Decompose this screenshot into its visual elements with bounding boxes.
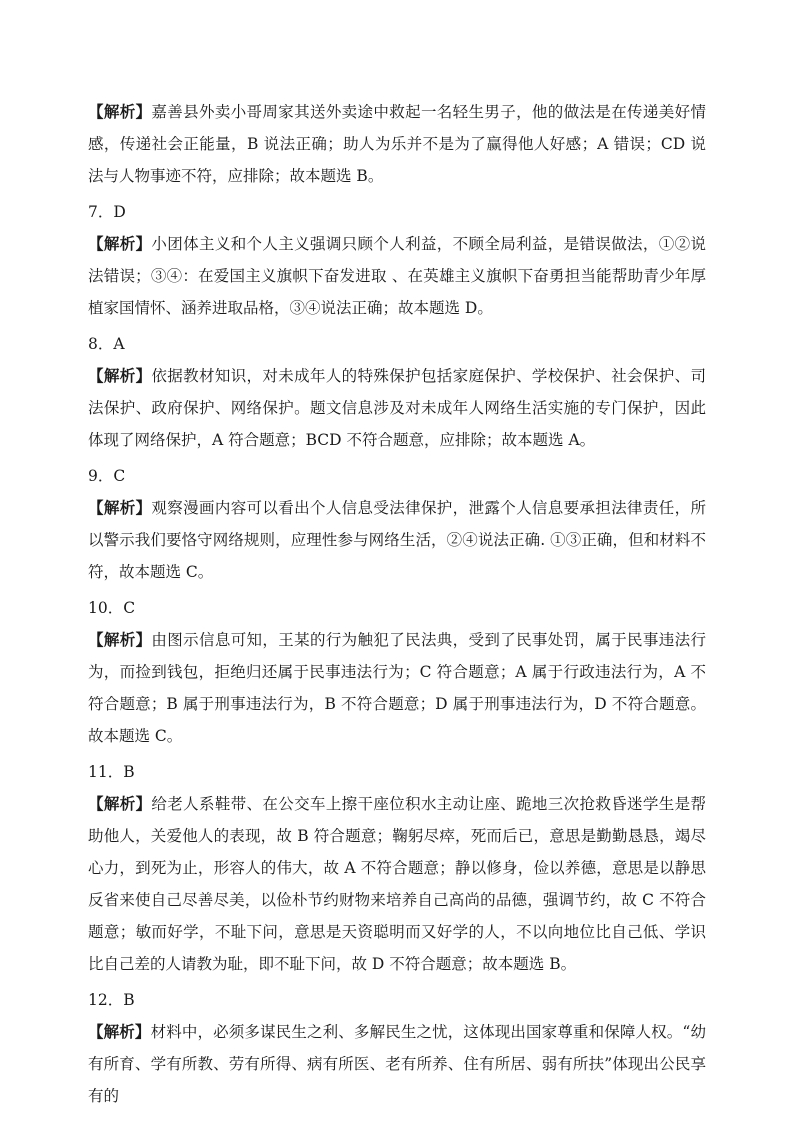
analysis-paragraph xyxy=(88,624,706,752)
analysis-paragraph xyxy=(88,1016,706,1112)
analysis-tag: 【解析】 xyxy=(88,1022,151,1041)
analysis-text: 材料中，必须多谋民生之利、多解民生之忧，这体现出国家尊重和保障人权。“幼有所育、学有所教、劳有所得、病有所医、老有所养、住有所居、弱有所扶”体现出公民享有的 xyxy=(88,1023,706,1105)
analysis-tag: 【解析】 xyxy=(88,794,152,813)
analysis-paragraph xyxy=(88,96,706,192)
analysis-text: 观察漫画内容可以看出个人信息受法律保护，泄露个人信息要承担法律责任，所以警示我们要恪守网络规则，应理性参与网络生活，②④说法正确. ①③正确，但和材料不符，故本题选 C。 xyxy=(88,499,706,581)
analysis-tag: 【解析】 xyxy=(88,366,152,385)
analysis-tag: 【解析】 xyxy=(88,234,152,253)
answer-item-8 xyxy=(88,332,706,456)
question-number: 10．C xyxy=(88,599,136,617)
analysis-text: 依据教材知识，对未成年人的特殊保护包括家庭保护、学校保护、社会保护、司法保护、政府保护、网络保护。题文信息涉及对未成年人网络生活实施的专门保护，因此体现了网络保护，A 符合题意；BCD 不符合题意，应排除；故本题选 A。 xyxy=(88,367,706,449)
analysis-tag: 【解析】 xyxy=(88,102,152,121)
question-number: 11．B xyxy=(88,763,135,781)
analysis-text: 嘉善县外卖小哥周家其送外卖途中救起一名轻生男子，他的做法是在传递美好情感，传递社会正能量，B 说法正确；助人为乐并不是为了赢得他人好感；A 错误；CD 说法与人物事迹不符，应排除；故本题选 B。 xyxy=(88,103,706,185)
analysis-text: 小团体主义和个人主义强调只顾个人利益，不顾全局利益，是错误做法，①②说法错误；③④：在爱国主义旗帜下奋发进取 、在英雄主义旗帜下奋勇担当能帮助青少年厚植家国情怀、涵养进取品格，③④说法正确；故本题选 D。 xyxy=(88,235,706,317)
answer-item-12 xyxy=(88,988,706,1112)
analysis-paragraph xyxy=(88,788,706,980)
analysis-text: 给老人系鞋带、在公交车上擦干座位积水主动让座、跪地三次抢救昏迷学生是帮助他人，关爱他人的表现，故 B 符合题意；鞠躬尽瘁，死而后已，意思是勤勤恳恳，竭尽心力，到死为止，形容人的伟大，故 A 不符合题意；静以修身，俭以养德，意思是以静思反省来使自己尽善尽美，以俭朴节约财物来培养自己高尚的品德，强调节约，故 C 不符合题意；敏而好学，不耻下问，意思是天资聪明而又好学的人，不以向地位比自己低、学识比自己差的人请教为耻，即不耻下问，故 D 不符合题意；故本题选 B。 xyxy=(88,795,706,973)
question-number: 9．C xyxy=(88,467,126,485)
analysis-paragraph xyxy=(88,360,706,456)
analysis-paragraph xyxy=(88,492,706,588)
answer-item-6-continued xyxy=(88,96,706,192)
answer-item-7 xyxy=(88,200,706,324)
analysis-tag: 【解析】 xyxy=(88,498,152,517)
analysis-tag: 【解析】 xyxy=(88,630,152,649)
analysis-paragraph xyxy=(88,228,706,324)
question-number: 12．B xyxy=(88,991,135,1009)
answer-item-9 xyxy=(88,464,706,588)
question-number: 7．D xyxy=(88,203,126,221)
analysis-text: 由图示信息可知，王某的行为触犯了民法典，受到了民事处罚，属于民事违法行为，而捡到钱包，拒绝归还属于民事违法行为；C 符合题意；A 属于行政违法行为，A 不符合题意；B 属于刑事违法行为，B 不符合题意；D 属于刑事违法行为，D 不符合题意。故本题选 C。 xyxy=(88,631,706,745)
question-number: 8．A xyxy=(88,335,125,353)
answer-item-11 xyxy=(88,760,706,980)
answer-item-10 xyxy=(88,596,706,752)
